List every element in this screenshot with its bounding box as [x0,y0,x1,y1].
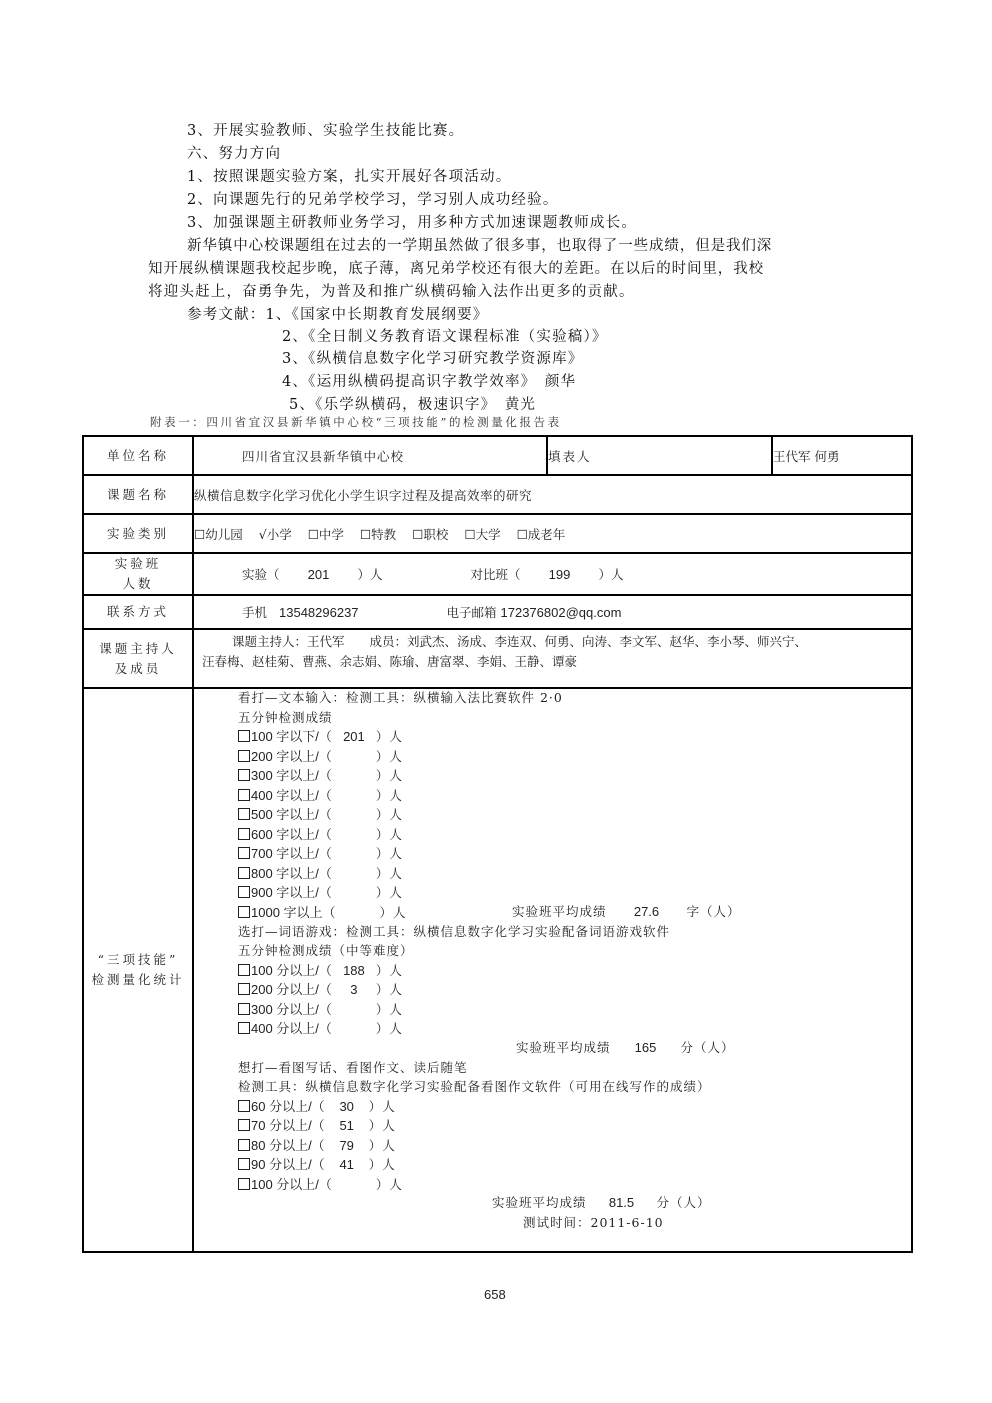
checkbox-icon[interactable] [238,750,250,762]
paragraph-line: 将迎头赶上，奋勇争先，为普及和推广纵横码输入法作出更多的贡献。 [148,284,635,300]
checkbox-icon[interactable] [238,983,250,995]
checkbox-icon[interactable] [238,1139,250,1151]
checkbox-icon[interactable] [238,789,250,801]
score-row-suffix: ）人 [368,1137,396,1153]
category-option-label: 特教 [371,526,397,542]
count-label-line: 人数 [122,576,154,591]
score-row-suffix: ）人 [375,865,403,881]
stats-cell [193,688,912,1252]
score-row-label: 1000 字以上（ [251,904,336,920]
typing-title: 看打—文本输入：检测工具：纵横输入法比赛软件 2·0 [238,690,563,705]
score-row-label: 100 字以下/（ [251,729,332,744]
score-row-suffix: ）人 [375,787,403,803]
category-option[interactable] [360,527,396,542]
category-option[interactable] [464,527,500,542]
members-label [83,629,193,688]
category-option-label: 小学 [266,526,292,542]
category-options [193,514,912,553]
game-subtitle: 五分钟检测成绩（中等难度） [238,943,414,958]
category-option[interactable] [194,527,243,542]
count-label [83,553,193,595]
score-row [238,767,403,785]
score-row-label: 400 分以上/（ [251,1021,332,1036]
score-row [238,1137,396,1155]
score-row-count: 30 [339,1098,354,1114]
unit-value: 四川省宜汉县新华镇中心校 [193,436,547,475]
ctrl-count: 199 [548,567,571,582]
score-row-label: 900 字以上/（ [251,885,332,900]
game-avg-label: 实验班平均成绩 [516,1040,611,1055]
score-row-suffix: ）人 [375,807,403,822]
row-topic [83,475,912,514]
checkbox-icon: ☐ [307,526,319,542]
reference-item: 3、《纵横信息数字化学习研究教学资源库》 [282,351,584,367]
row-contact [83,595,912,629]
members-line: 课题主持人：王代军 成员：刘武杰、汤成、李连双、何勇、向涛、李文军、赵华、李小琴、师兴宁、 [232,634,808,649]
score-row-suffix: ）人 [375,1001,403,1017]
score-row [238,1176,403,1194]
category-option[interactable] [412,527,448,542]
score-row-label: 800 字以上/（ [251,865,332,881]
score-row [238,1117,396,1135]
members-label-line: 及成员 [114,660,162,676]
write-tool: 检测工具：纵横信息数字化学习实验配备看图作文软件（可用在线写作的成绩） [238,1079,711,1094]
score-row-label: 500 字以上/（ [251,807,332,822]
paragraph-line: 知开展纵横课题我校起步晚，底子薄，离兄弟学校还有很大的差距。在以后的时间里，我校 [148,261,764,277]
game-title: 选打—词语游戏：检测工具：纵横信息数字化学习实验配备词语游戏软件 [238,923,671,939]
score-row-label: 300 字以上/（ [251,768,332,783]
checkbox-icon[interactable] [238,730,250,742]
score-row-suffix: ）人 [375,729,403,744]
checkbox-icon: ☐ [464,526,476,542]
topic-label: 课题名称 [83,475,193,514]
write-average [492,1194,711,1212]
filler-label: 填表人 [547,436,772,475]
score-row [238,884,403,902]
row-unit [83,436,912,475]
write-title: 想打—看图写话、看图作文、读后随笔 [238,1059,468,1075]
score-row-count: 201 [343,729,365,744]
exp-suffix: ）人 [357,567,383,582]
checkbox-icon[interactable] [238,1100,250,1112]
score-row-suffix: ）人 [375,826,403,842]
members-value [193,629,912,688]
page-number: 658 [484,1287,506,1302]
checkbox-icon[interactable] [238,769,250,781]
typing-average [512,903,741,921]
typing-subtitle: 五分钟检测成绩 [238,709,333,725]
count-label-line: 实验班 [114,556,162,571]
category-option[interactable] [517,527,566,542]
typing-avg-value: 27.6 [633,904,660,919]
body-line: 2、向课题先行的兄弟学校学习，学习别人成功经验。 [187,192,559,208]
checkbox-icon[interactable] [238,1003,250,1015]
score-row [238,845,403,863]
write-avg-value: 81.5 [608,1195,635,1210]
stats-label-line: “三项技能” [97,952,179,967]
score-row [238,1020,403,1038]
phone-value: 13548296237 [279,605,359,620]
checkbox-icon[interactable] [238,828,250,840]
score-row-label: 300 分以上/（ [251,1001,332,1017]
score-row-suffix: ）人 [368,1098,396,1114]
score-row [238,1098,396,1116]
unit-label: 单位名称 [83,436,193,475]
reference-item: 2、《全日制义务教育语文课程标准（实验稿）》 [282,329,608,345]
checkbox-icon[interactable] [238,1022,250,1034]
topic-value: 纵横信息数字化学习优化小学生识字过程及提高效率的研究 [193,475,912,514]
score-row-suffix: ）人 [375,748,403,764]
checkbox-icon: ☐ [412,526,424,542]
body-line: 1、按照课题实验方案，扎实开展好各项活动。 [187,169,512,185]
checkbox-icon[interactable] [238,964,250,976]
contact-values [193,595,912,629]
email-value: 172376802@qq.com [500,605,622,620]
score-row [238,826,403,844]
score-row [238,1156,396,1174]
score-row-suffix: ）人 [375,1021,403,1036]
body-line: 3、加强课题主研教师业务学习，用多种方式加速课题教师成长。 [187,215,638,231]
category-option[interactable] [259,527,292,542]
typing-avg-unit: 字（人） [686,904,741,919]
reference-item: 参考文献：1、《国家中长期教育发展纲要》 [187,307,489,323]
checkbox-icon: ☐ [194,526,206,542]
score-row-suffix: ）人 [375,1176,403,1192]
exp-count: 201 [307,567,330,582]
score-row-label: 100 分以上/（ [251,962,332,978]
score-row-label: 70 分以上/（ [251,1118,325,1133]
score-row-suffix: ）人 [379,904,407,920]
checkbox-icon[interactable] [238,1119,250,1131]
write-avg-unit: 分（人） [656,1195,711,1210]
section-heading: 六、努力方向 [187,146,282,162]
score-row [238,865,403,883]
category-label: 实验类别 [83,514,193,553]
score-row [238,962,403,980]
exp-prefix: 实验（ [242,567,280,582]
score-row-suffix: ）人 [375,982,403,997]
score-row-label: 200 字以上/（ [251,748,332,764]
game-avg-value: 165 [634,1040,657,1055]
score-row-suffix: ）人 [375,962,403,978]
score-row-label: 700 字以上/（ [251,846,332,861]
category-option[interactable] [308,527,344,542]
score-row-label: 400 字以上/（ [251,787,332,803]
score-row-suffix: ）人 [368,1157,396,1172]
score-row [238,787,403,805]
stats-label [83,688,193,1252]
game-avg-unit: 分（人） [680,1040,735,1055]
stats-label-line: 检测量化统计 [91,972,185,987]
checkbox-icon[interactable] [238,906,250,918]
game-average [516,1039,735,1057]
ctrl-suffix: ）人 [598,567,624,582]
category-option-label: 成老年 [527,526,566,542]
checkbox-icon[interactable] [238,867,250,879]
score-row-count: 79 [339,1137,354,1153]
checkmark-icon: √ [258,526,267,542]
checkbox-icon[interactable] [238,886,250,898]
score-row-label: 600 字以上/（ [251,826,332,842]
report-table [82,435,913,1253]
typing-avg-label: 实验班平均成绩 [512,904,607,919]
reference-item: 5、《乐学纵横码，极速识字》 黄光 [289,397,537,413]
score-row-count: 51 [339,1118,354,1133]
table-caption: 附表一：四川省宜汉县新华镇中心校“三项技能”的检测量化报告表 [150,415,562,429]
score-row-suffix: ）人 [375,846,403,861]
reference-item: 4、《运用纵横码提高识字教学效率》 颜华 [282,374,577,390]
category-option-label: 大学 [475,526,501,542]
body-line: 3、开展实验教师、实验学生技能比赛。 [187,123,465,139]
score-row-count: 41 [339,1157,354,1172]
checkbox-icon[interactable] [238,1178,250,1190]
test-date: 测试时间：2011-6-10 [523,1215,664,1230]
stats-content [194,689,911,1249]
category-option-label: 幼儿园 [205,526,243,542]
score-row-label: 60 分以上/（ [251,1098,325,1114]
score-row-suffix: ）人 [368,1118,396,1133]
members-line: 汪春梅、赵桂菊、曹燕、余志娟、陈瑜、唐富翠、李娟、王静、谭豪 [202,654,578,669]
write-avg-label: 实验班平均成绩 [492,1195,587,1210]
score-row-suffix: ）人 [375,885,403,900]
filler-value: 王代军 何勇 [772,436,912,475]
row-members [83,629,912,688]
row-category [83,514,912,553]
checkbox-icon[interactable] [238,808,250,820]
score-row [238,904,407,922]
score-row-suffix: ）人 [375,768,403,783]
score-row-count: 3 [350,982,358,997]
row-count [83,553,912,595]
phone-label: 手机 [242,605,268,620]
row-stats [83,688,912,1252]
email-label: 电子邮箱 [446,605,497,620]
score-row [238,806,403,824]
ctrl-prefix: 对比班（ [470,567,521,582]
category-option-label: 中学 [318,526,344,542]
checkbox-icon: ☐ [516,526,528,542]
score-row [238,1001,403,1019]
score-row-label: 80 分以上/（ [251,1137,325,1153]
score-row [238,981,403,999]
score-row-label: 90 分以上/（ [251,1157,325,1172]
score-row [238,728,403,746]
count-values [193,553,912,595]
paragraph-line: 新华镇中心校课题组在过去的一学期虽然做了很多事，也取得了一些成绩，但是我们深 [187,238,773,254]
score-row-label: 100 分以上/（ [251,1176,332,1192]
score-row [238,748,403,766]
score-row-label: 200 分以上/（ [251,982,332,997]
checkbox-icon[interactable] [238,1158,250,1170]
checkbox-icon[interactable] [238,847,250,859]
contact-label: 联系方式 [83,595,193,629]
checkbox-icon: ☐ [359,526,372,542]
score-row-count: 188 [343,962,365,978]
category-option-label: 职校 [423,526,449,542]
members-label-line: 课题主持人 [99,640,177,656]
